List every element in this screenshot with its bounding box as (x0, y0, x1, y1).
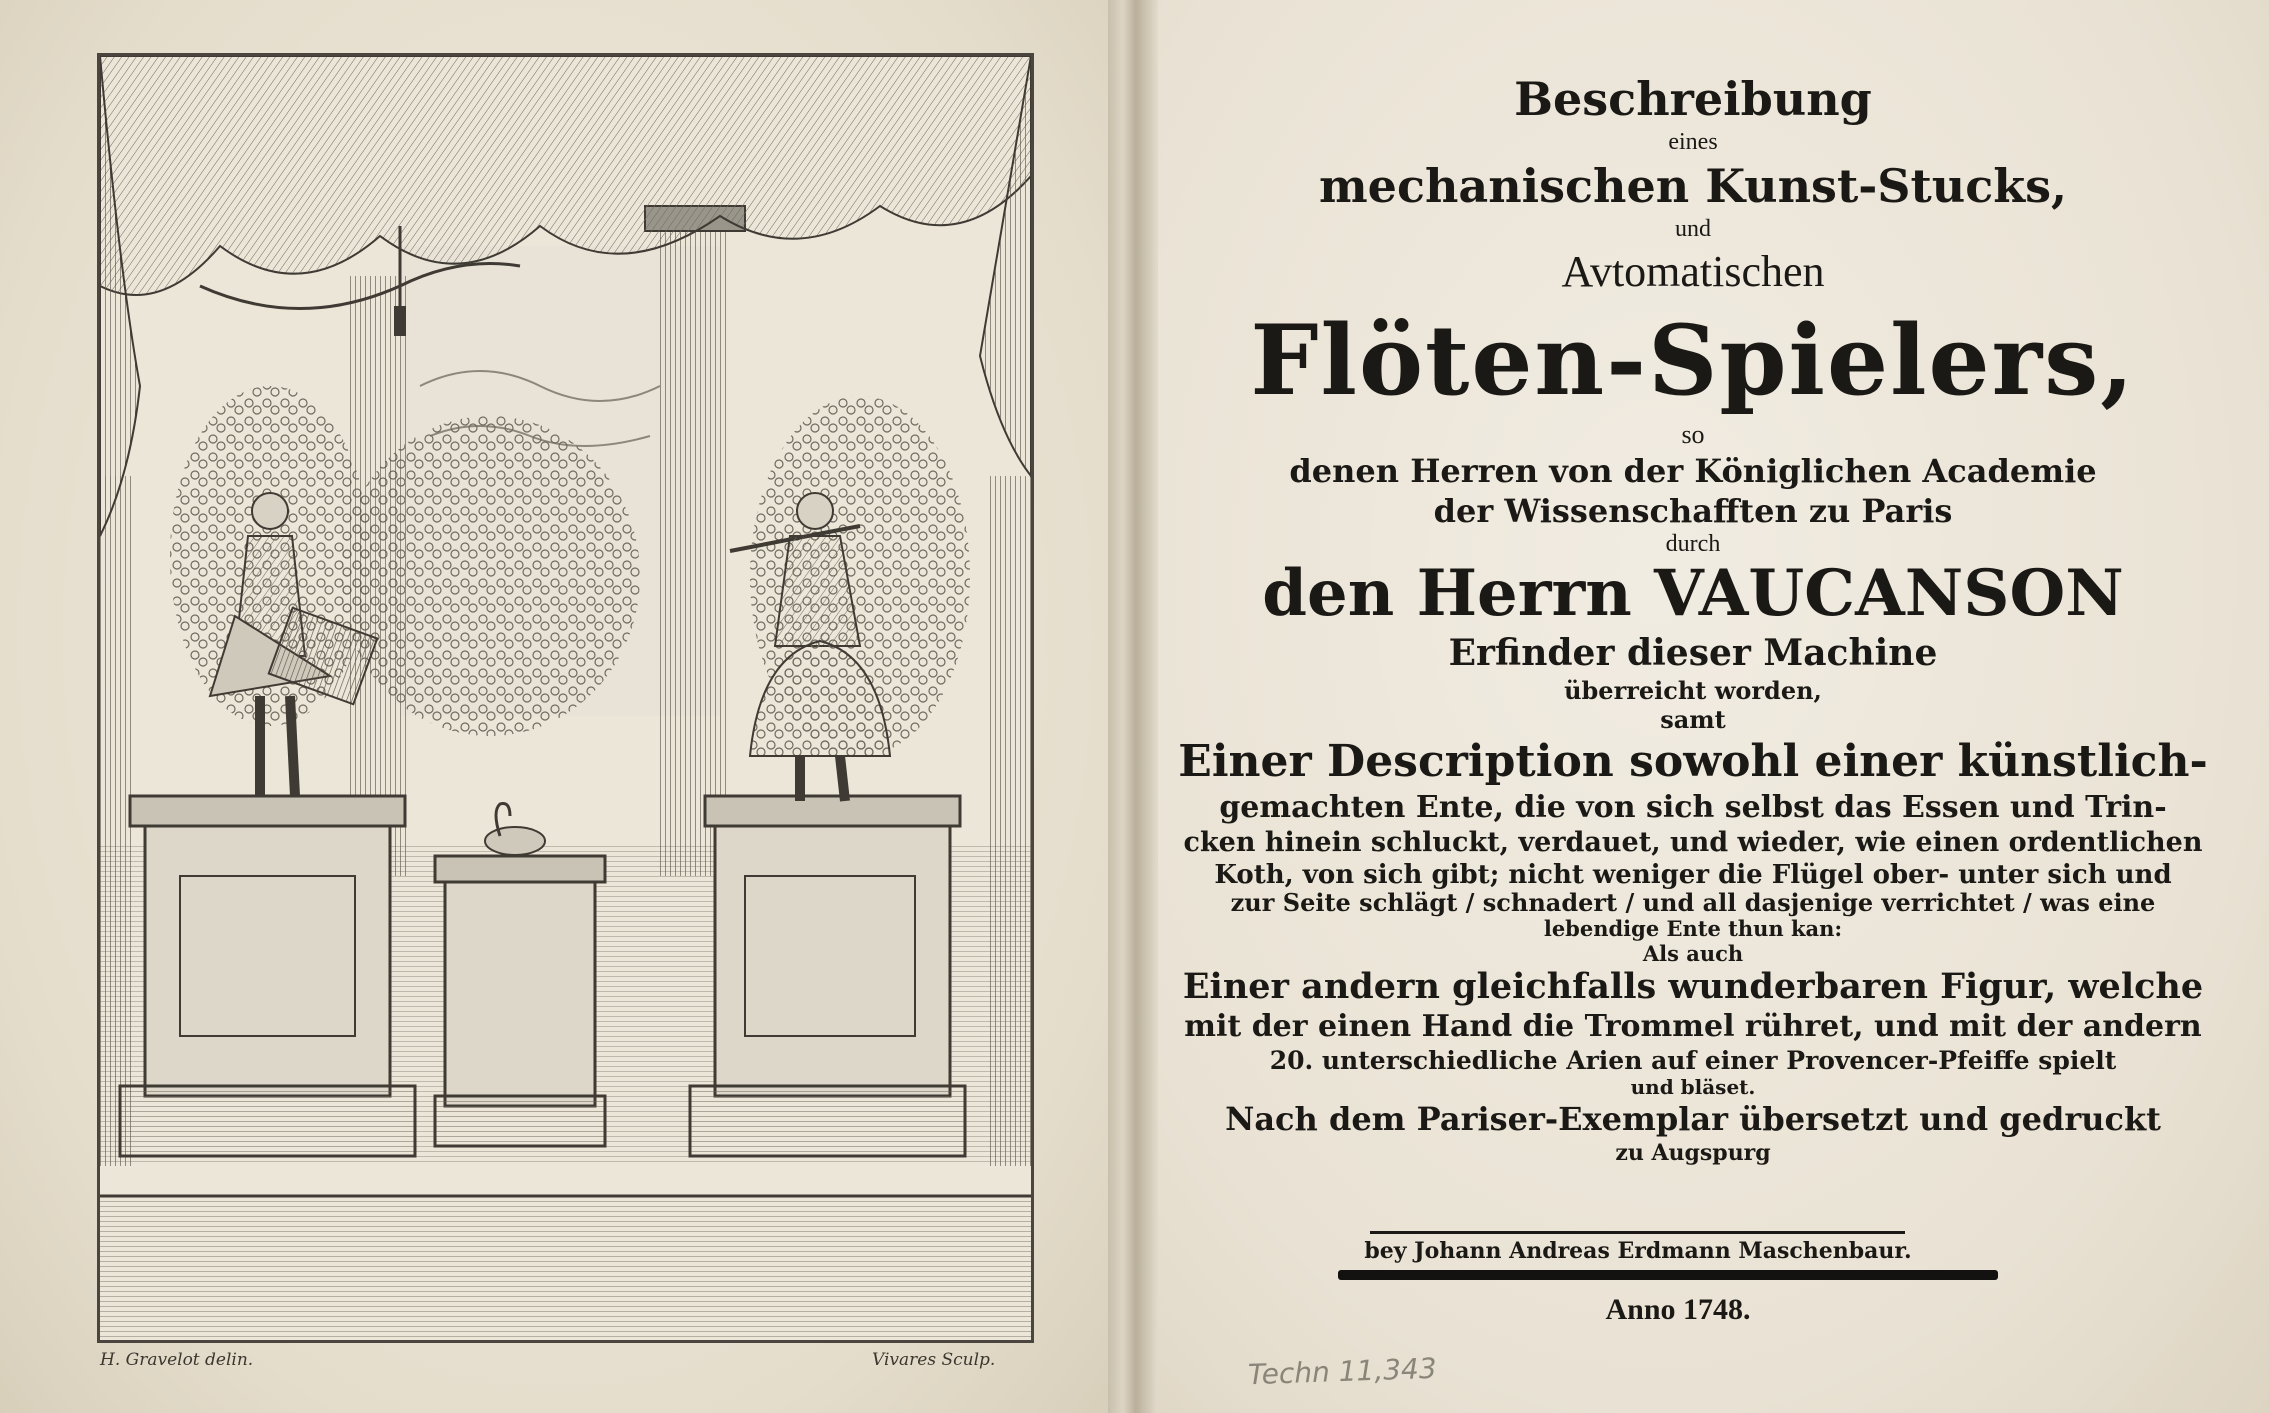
title-page (1158, 0, 2269, 1413)
title-line: gemachten Ente, die von sich selbst das Essen und Trin- (1219, 790, 2167, 825)
printer-imprint: bey Johann Andreas Erdmann Maschenbaur. (1364, 1238, 1912, 1264)
title-line: und (1675, 216, 1711, 242)
title-line: durch (1665, 531, 1721, 557)
book-gutter (1108, 0, 1158, 1413)
title-line: cken hinein schluckt, verdauet, und wieder, wie einen ordentlichen (1183, 827, 2203, 858)
title-line: Erfinder dieser Machine (1448, 632, 1938, 674)
title-line: Nach dem Pariser-Exemplar übersetzt und gedruckt (1225, 1100, 2161, 1138)
engraving-credit-engraver: Vivares Sculp. (872, 1350, 996, 1370)
title-line: Koth, von sich gibt; nicht weniger die Flügel ober- unter sich und (1214, 860, 2172, 890)
title-line: der Wissenschafften zu Paris (1433, 492, 1953, 530)
title-line: samt (1660, 705, 1726, 734)
title-line: überreicht worden, (1564, 676, 1822, 705)
title-line: den Herrn VAUCANSON (1262, 556, 2124, 631)
title-line: zur Seite schlägt / schnadert / und all dasjenige verrichtet / was eine (1230, 888, 2156, 917)
title-line: zu Augspurg (1615, 1140, 1771, 1166)
library-shelfmark: Techn 11,343 (1247, 1351, 1438, 1392)
title-line: mit der einen Hand die Trommel rühret, und mit der andern (1184, 1009, 2202, 1044)
title-line: Flöten-Spielers, (1250, 304, 2136, 417)
title-line: Einer Description sowohl einer künstlich- (1178, 736, 2208, 787)
frontispiece-page (0, 0, 1110, 1413)
title-line: eines (1668, 129, 1718, 155)
title-line: Einer andern gleichfalls wunderbaren Figur, welche (1182, 966, 2204, 1007)
title-line: und bläset. (1630, 1075, 1756, 1099)
title-line: lebendige Ente thun kan: (1543, 916, 1843, 941)
title-line: mechanischen Kunst-Stucks, (1319, 159, 2067, 213)
title-line: Avtomatischen (1561, 247, 1825, 296)
title-line: denen Herren von der Königlichen Academie (1289, 452, 2097, 490)
title-line: so (1681, 420, 1705, 449)
title-line: Als auch (1642, 941, 1744, 966)
engraving-credit-draughtsman: H. Gravelot delin. (100, 1350, 254, 1370)
title-line: 20. unterschiedliche Arien auf einer Provencer-Pfeiffe spielt (1269, 1046, 2117, 1075)
title-text-block (1178, 70, 2208, 1167)
engraving-illustration (100, 56, 1031, 1340)
publication-year: Anno 1748. (1605, 1293, 1751, 1326)
engraving-plate (97, 53, 1034, 1343)
title-line: Beschreibung (1514, 72, 1872, 126)
heavy-divider-rule (1338, 1270, 1998, 1280)
